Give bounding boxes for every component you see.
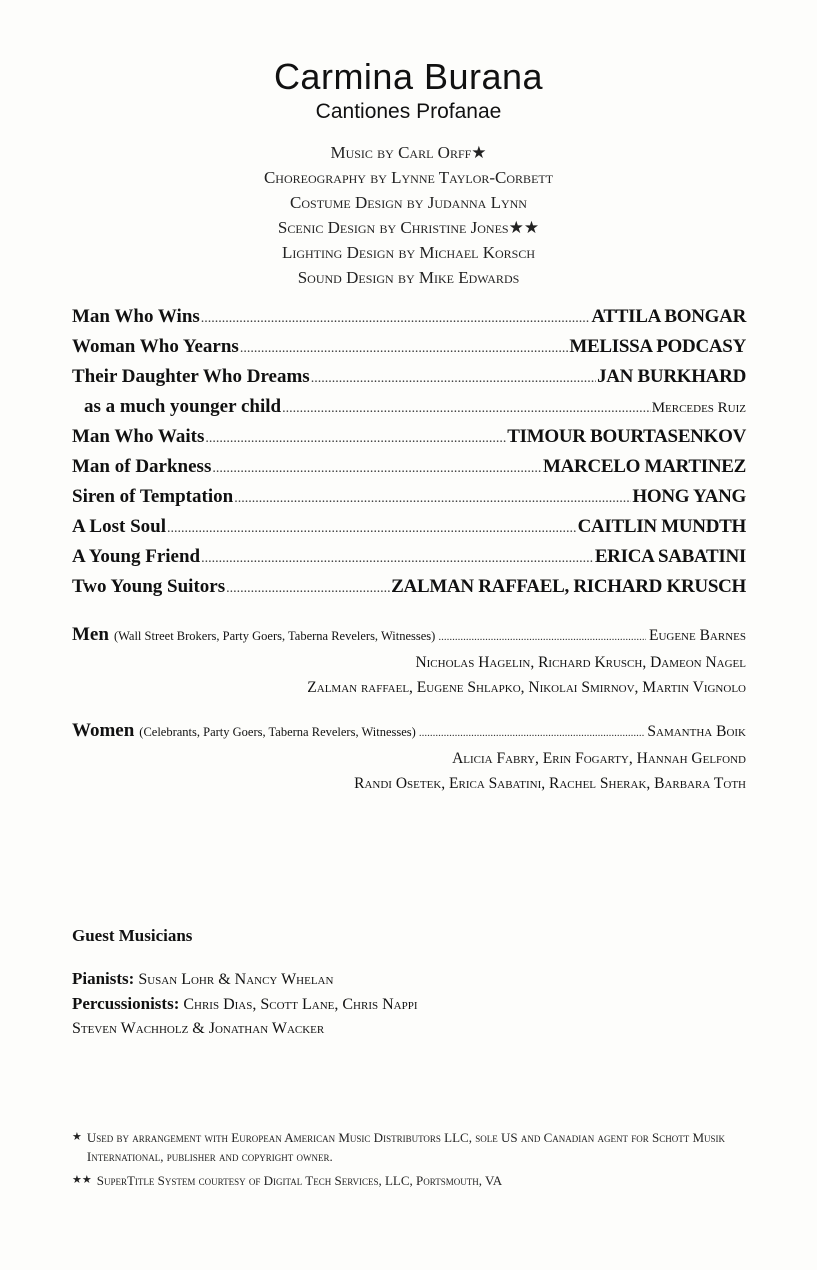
pianists-line bbox=[72, 966, 672, 991]
pianists-label: Pianists: bbox=[72, 969, 135, 988]
role-name: Man Who Wins bbox=[72, 306, 200, 327]
women-description: (Celebrants, Party Goers, Taberna Revelers, Witnesses) bbox=[139, 725, 416, 739]
percussionists-names: Chris Dias, Scott Lane, Chris Nappi bbox=[183, 996, 418, 1013]
footnote bbox=[72, 1128, 752, 1166]
actor-name: TIMOUR BOURTASENKOV bbox=[507, 426, 746, 447]
women-header bbox=[72, 720, 746, 746]
role-name: Their Daughter Who Dreams bbox=[72, 366, 310, 387]
role-name: Man Who Waits bbox=[72, 426, 205, 447]
cast-row bbox=[72, 456, 746, 486]
actor-name: MELISSA PODCASY bbox=[569, 336, 746, 357]
role-name: Man of Darkness bbox=[72, 456, 212, 477]
men-first-name: Eugene Barnes bbox=[648, 627, 746, 644]
percussionists-label: Percussionists: bbox=[72, 994, 180, 1013]
men-label: Men bbox=[72, 624, 109, 645]
cast-row bbox=[72, 336, 746, 366]
cast-row bbox=[72, 396, 746, 426]
credits-block bbox=[0, 140, 817, 290]
role-name: A Young Friend bbox=[72, 546, 201, 567]
dot-leader bbox=[201, 551, 594, 567]
page-title: Carmina Burana bbox=[273, 56, 544, 97]
credit-choreography: Choreography by Lynne Taylor-Corbett bbox=[263, 168, 554, 187]
footnotes bbox=[72, 1128, 752, 1195]
women-first-name: Samantha Boik bbox=[647, 723, 746, 740]
role-name: as a much younger child bbox=[84, 396, 282, 417]
dot-leader bbox=[226, 581, 390, 597]
men-names-line: Nicholas Hagelin, Richard Krusch, Dameon Nagel bbox=[415, 654, 746, 671]
men-names-line: Zalman raffael, Eugene Shlapko, Nikolai Smirnov, Martin Vignolo bbox=[307, 679, 746, 696]
actor-name: CAITLIN MUNDTH bbox=[577, 516, 746, 537]
dot-leader bbox=[419, 727, 645, 739]
women-names-line: Alicia Fabry, Erin Fogarty, Hannah Gelfond bbox=[452, 750, 746, 767]
men-header bbox=[72, 624, 746, 650]
women-label: Women bbox=[72, 720, 135, 741]
actor-name: ZALMAN RAFFAEL, RICHARD KRUSCH bbox=[391, 576, 746, 597]
percussionists-line bbox=[72, 991, 672, 1016]
guest-musicians-title: Guest Musicians bbox=[72, 926, 193, 945]
dot-leader bbox=[311, 371, 596, 387]
footnote-mark: ★★ bbox=[72, 1174, 92, 1186]
cast-row bbox=[72, 576, 746, 606]
dot-leader bbox=[212, 461, 542, 477]
pianists-names: Susan Lohr & Nancy Whelan bbox=[138, 971, 334, 988]
percussionists-line-2 bbox=[72, 1016, 672, 1041]
footnote-text: Used by arrangement with European American Music Distributors LLC, sole US and Canadian agent for Schott Musik International, publisher and copyright owner. bbox=[86, 1130, 726, 1164]
actor-name: MARCELO MARTINEZ bbox=[542, 456, 746, 477]
cast-row bbox=[72, 486, 746, 516]
dot-leader bbox=[167, 521, 577, 537]
cast-row bbox=[72, 426, 746, 456]
men-ensemble bbox=[72, 624, 746, 700]
dot-leader bbox=[201, 311, 591, 327]
guest-musicians bbox=[72, 926, 672, 1041]
men-description: (Wall Street Brokers, Party Goers, Taberna Revelers, Witnesses) bbox=[113, 629, 436, 643]
credit-lighting: Lighting Design by Michael Korsch bbox=[281, 243, 536, 262]
role-name: Two Young Suitors bbox=[72, 576, 226, 597]
dot-leader bbox=[240, 341, 569, 357]
percussionists-names-2: Steven Wachholz & Jonathan Wacker bbox=[72, 1020, 325, 1037]
cast-row bbox=[72, 366, 746, 396]
cast-row bbox=[72, 516, 746, 546]
credit-music: Music by Carl Orff★ bbox=[330, 143, 487, 162]
cast-list bbox=[72, 306, 746, 606]
credit-scenic: Scenic Design by Christine Jones★★ bbox=[277, 218, 540, 237]
role-name: Woman Who Yearns bbox=[72, 336, 239, 357]
women-ensemble bbox=[72, 720, 746, 796]
dot-leader bbox=[234, 491, 631, 507]
role-name: Siren of Temptation bbox=[72, 486, 234, 507]
dot-leader bbox=[205, 431, 506, 447]
cast-row bbox=[72, 546, 746, 576]
page-subtitle: Cantiones Profanae bbox=[315, 100, 502, 123]
credit-sound: Sound Design by Mike Edwards bbox=[297, 268, 520, 287]
dot-leader bbox=[438, 631, 646, 643]
credit-costume: Costume Design by Judanna Lynn bbox=[290, 193, 527, 212]
actor-name: JAN BURKHARD bbox=[597, 366, 746, 387]
actor-name: ERICA SABATINI bbox=[594, 546, 746, 567]
role-name: A Lost Soul bbox=[72, 516, 166, 537]
footnote bbox=[72, 1171, 752, 1190]
footnote-text: SuperTitle System courtesy of Digital Tech Services, LLC, Portsmouth, VA bbox=[96, 1173, 503, 1188]
actor-name: Mercedes Ruiz bbox=[651, 400, 746, 416]
actor-name: ATTILA BONGAR bbox=[591, 306, 746, 327]
dot-leader bbox=[282, 401, 651, 417]
footnote-mark: ★ bbox=[72, 1131, 82, 1143]
actor-name: HONG YANG bbox=[632, 486, 746, 507]
women-names-line: Randi Osetek, Erica Sabatini, Rachel Sherak, Barbara Toth bbox=[354, 775, 746, 792]
cast-row bbox=[72, 306, 746, 336]
